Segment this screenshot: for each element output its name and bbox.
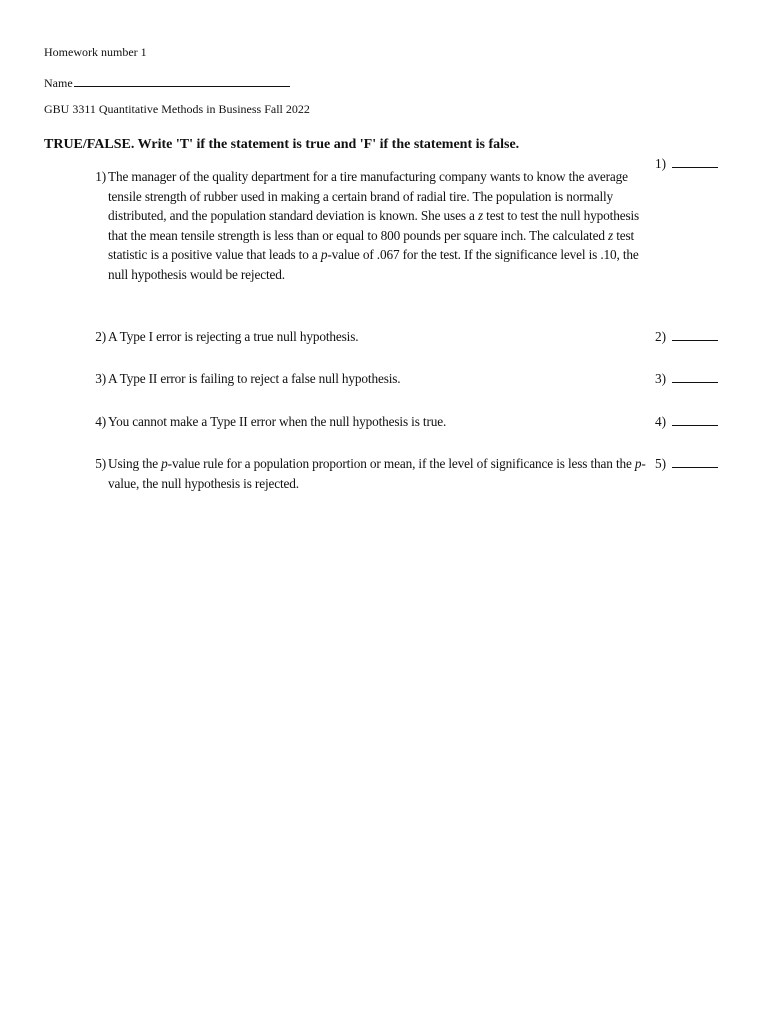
answer-label: 1)	[655, 156, 667, 171]
answer-blank	[672, 370, 718, 383]
question-5	[90, 454, 650, 493]
name-label: Name	[44, 76, 73, 90]
question-text: A Type I error is rejecting a true null hypothesis.	[108, 329, 359, 344]
answer-label: 3)	[655, 371, 667, 386]
homework-title: Homework number 1	[44, 45, 147, 59]
name-field	[44, 75, 290, 90]
answer-label: 4)	[655, 414, 667, 429]
question-number: 5)	[95, 456, 106, 471]
answer-blank	[672, 328, 718, 341]
answer-label: 5)	[655, 456, 667, 471]
section-title: TRUE/FALSE. Write 'T' if the statement is true and 'F' if the statement is false.	[44, 137, 520, 152]
question-number: 2)	[95, 329, 106, 344]
question-1	[90, 167, 650, 284]
question-text: Using the p-value rule for a population proportion or mean, if the level of significance is less than the p-value, the null hypothesis is rejected.	[108, 456, 646, 491]
answer-4	[655, 412, 718, 432]
answer-5	[655, 454, 718, 474]
question-number: 3)	[95, 371, 106, 386]
question-text: The manager of the quality department for a tire manufacturing company wants to know the average tensile strength of rubber used in making a certain brand of radial tire. The population is normally distributed, and the population standard deviation is known. She uses a z test to test the null hypothesis that the mean tensile strength is less than or equal to 800 pounds per square inch. The calculated z test statistic is a positive value that leads to a p-value of .067 for the test. If the significance level is .10, the null hypothesis would be rejected.	[108, 169, 640, 282]
answer-blank	[672, 155, 718, 168]
question-text: A Type II error is failing to reject a false null hypothesis.	[108, 371, 401, 386]
answer-1	[655, 154, 718, 174]
answer-blank	[672, 455, 718, 468]
course-title: GBU 3311 Quantitative Methods in Business Fall 2022	[44, 102, 310, 116]
answer-2	[655, 327, 718, 347]
question-3	[90, 369, 650, 389]
question-text: You cannot make a Type II error when the null hypothesis is true.	[108, 414, 447, 429]
question-4	[90, 412, 650, 432]
name-underline	[74, 75, 290, 87]
question-number: 4)	[95, 414, 106, 429]
answer-3	[655, 369, 718, 389]
answer-label: 2)	[655, 329, 667, 344]
question-2	[90, 327, 650, 347]
answer-blank	[672, 413, 718, 426]
question-number: 1)	[95, 169, 106, 184]
